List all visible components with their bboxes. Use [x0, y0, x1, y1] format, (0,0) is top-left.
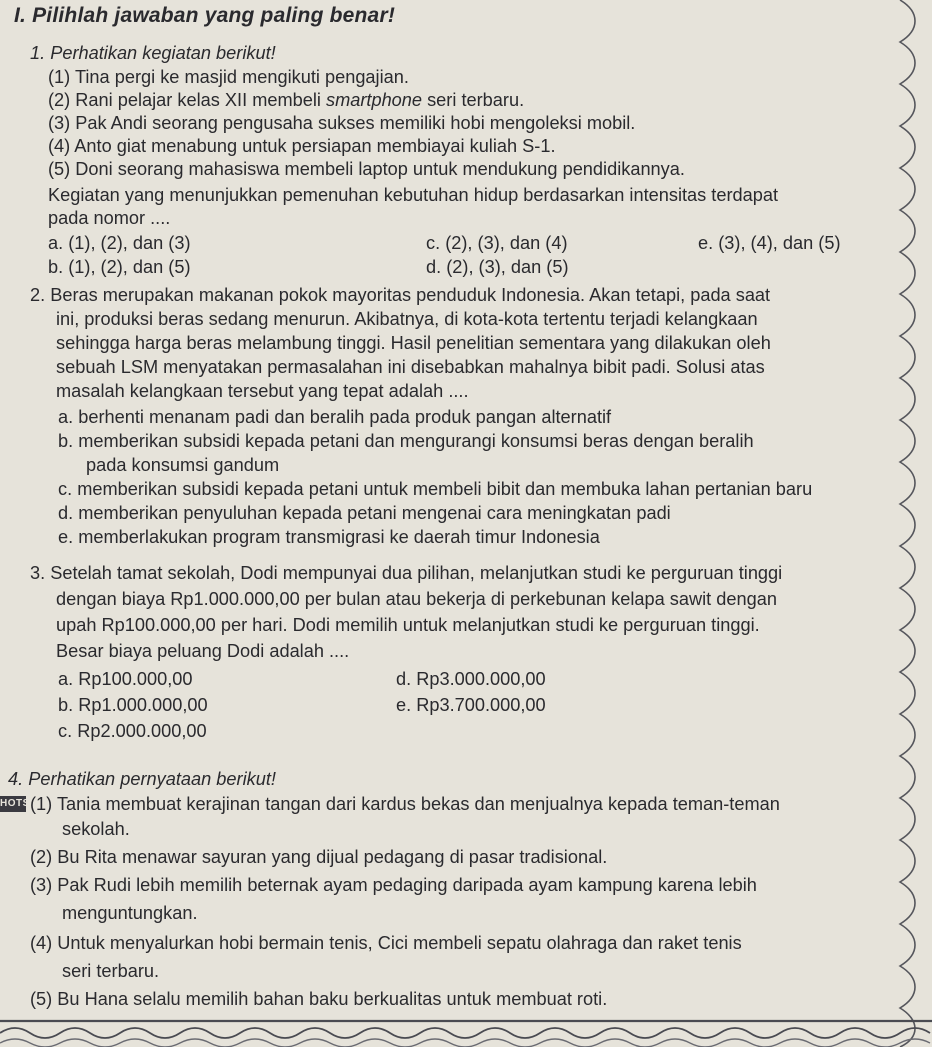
q2-option-b: b. memberikan subsidi kepada petani dan mengurangi konsumsi beras dengan beralih — [58, 431, 754, 451]
q1-item-2-text: (2) Rani pelajar kelas XII membeli smartphone seri terbaru. — [48, 90, 525, 110]
q2-option-d: d. memberikan penyuluhan kepada petani mengenai cara meningkatan padi — [58, 503, 671, 523]
q4-item-3: (3) Pak Rudi lebih memilih beternak ayam pedaging daripada ayam kampung karena lebih — [30, 875, 757, 895]
q3-option-e: e. Rp3.700.000,00 — [396, 695, 546, 715]
q2-stem-line-3: sehingga harga beras melambung tinggi. Hasil penelitian sementara yang dilakukan oleh — [56, 333, 771, 353]
q3-option-a: a. Rp100.000,00 — [58, 669, 193, 689]
section-title: I. Pilihlah jawaban yang paling benar! — [14, 4, 396, 27]
q2-option-c: c. memberikan subsidi kepada petani untuk membeli bibit dan membuka lahan pertanian baru — [58, 479, 813, 499]
q3-stem-line-3: upah Rp100.000,00 per hari. Dodi memilih untuk melanjutkan studi ke perguruan tinggi. — [56, 615, 760, 635]
wave-border-icon — [0, 1017, 932, 1047]
q1-item-1: (1) Tina pergi ke masjid mengikuti pengajian. — [48, 67, 409, 87]
q2-stem-line-5: masalah kelangkaan tersebut yang tepat adalah .... — [56, 381, 469, 401]
q1-option-c: c. (2), (3), dan (4) — [426, 233, 568, 253]
q4-item-1-cont: sekolah. — [62, 819, 130, 839]
q2-option-a: a. berhenti menanam padi dan beralih pada produk pangan alternatif — [58, 407, 612, 427]
q2-option-e: e. memberlakukan program transmigrasi ke daerah timur Indonesia — [58, 527, 600, 547]
q1-item-3: (3) Pak Andi seorang pengusaha sukses memiliki hobi mengoleksi mobil. — [48, 113, 636, 133]
q1-item-4: (4) Anto giat menabung untuk persiapan membiayai kuliah S-1. — [48, 136, 556, 156]
q4-stem: 4. Perhatikan pernyataan berikut! — [8, 769, 276, 789]
q1-item-2 — [48, 89, 524, 112]
q1-question-line-1: Kegiatan yang menunjukkan pemenuhan kebutuhan hidup berdasarkan intensitas terdapat — [48, 185, 779, 205]
q4-item-4: (4) Untuk menyalurkan hobi bermain tenis, Cici membeli sepatu olahraga dan raket tenis — [30, 933, 742, 953]
q2-stem-line-1: 2. Beras merupakan makanan pokok mayoritas penduduk Indonesia. Akan tetapi, pada saat — [30, 285, 771, 305]
q1-option-a: a. (1), (2), dan (3) — [48, 233, 191, 253]
q4-item-1: (1) Tania membuat kerajinan tangan dari kardus bekas dan menjualnya kepada teman-teman — [30, 794, 780, 814]
q2-stem-line-2: ini, produksi beras sedang menurun. Akibatnya, di kota-kota tertentu terjadi kelangkaan — [56, 309, 758, 329]
q1-item-5: (5) Doni seorang mahasiswa membeli laptop untuk mendukung pendidikannya. — [48, 159, 685, 179]
q3-stem-line-2: dengan biaya Rp1.000.000,00 per bulan atau bekerja di perkebunan kelapa sawit dengan — [56, 589, 777, 609]
hots-badge: HOTS — [0, 796, 26, 812]
q1-question-line-2: pada nomor .... — [48, 208, 171, 228]
q1-option-b: b. (1), (2), dan (5) — [48, 257, 191, 277]
q3-option-c: c. Rp2.000.000,00 — [58, 721, 207, 741]
q1-option-e: e. (3), (4), dan (5) — [698, 233, 841, 253]
spiral-binding-icon — [892, 0, 932, 1047]
q3-option-d: d. Rp3.000.000,00 — [396, 669, 546, 689]
q2-stem-line-4: sebuah LSM menyatakan permasalahan ini disebabkan mahalnya bibit padi. Solusi atas — [56, 357, 765, 377]
q1-stem: 1. Perhatikan kegiatan berikut! — [30, 43, 276, 63]
q4-item-3-cont: menguntungkan. — [62, 903, 198, 923]
q4-item-2: (2) Bu Rita menawar sayuran yang dijual pedagang di pasar tradisional. — [30, 847, 608, 867]
q4-item-5: (5) Bu Hana selalu memilih bahan baku berkualitas untuk membuat roti. — [30, 989, 608, 1009]
q3-stem-line-4: Besar biaya peluang Dodi adalah .... — [56, 641, 350, 661]
q1-option-d: d. (2), (3), dan (5) — [426, 257, 569, 277]
q3-option-b: b. Rp1.000.000,00 — [58, 695, 208, 715]
q4-item-4-cont: seri terbaru. — [62, 961, 160, 981]
q3-stem-line-1: 3. Setelah tamat sekolah, Dodi mempunyai dua pilihan, melanjutkan studi ke perguruan tinggi — [30, 563, 783, 583]
q2-option-b-cont: pada konsumsi gandum — [86, 455, 280, 475]
